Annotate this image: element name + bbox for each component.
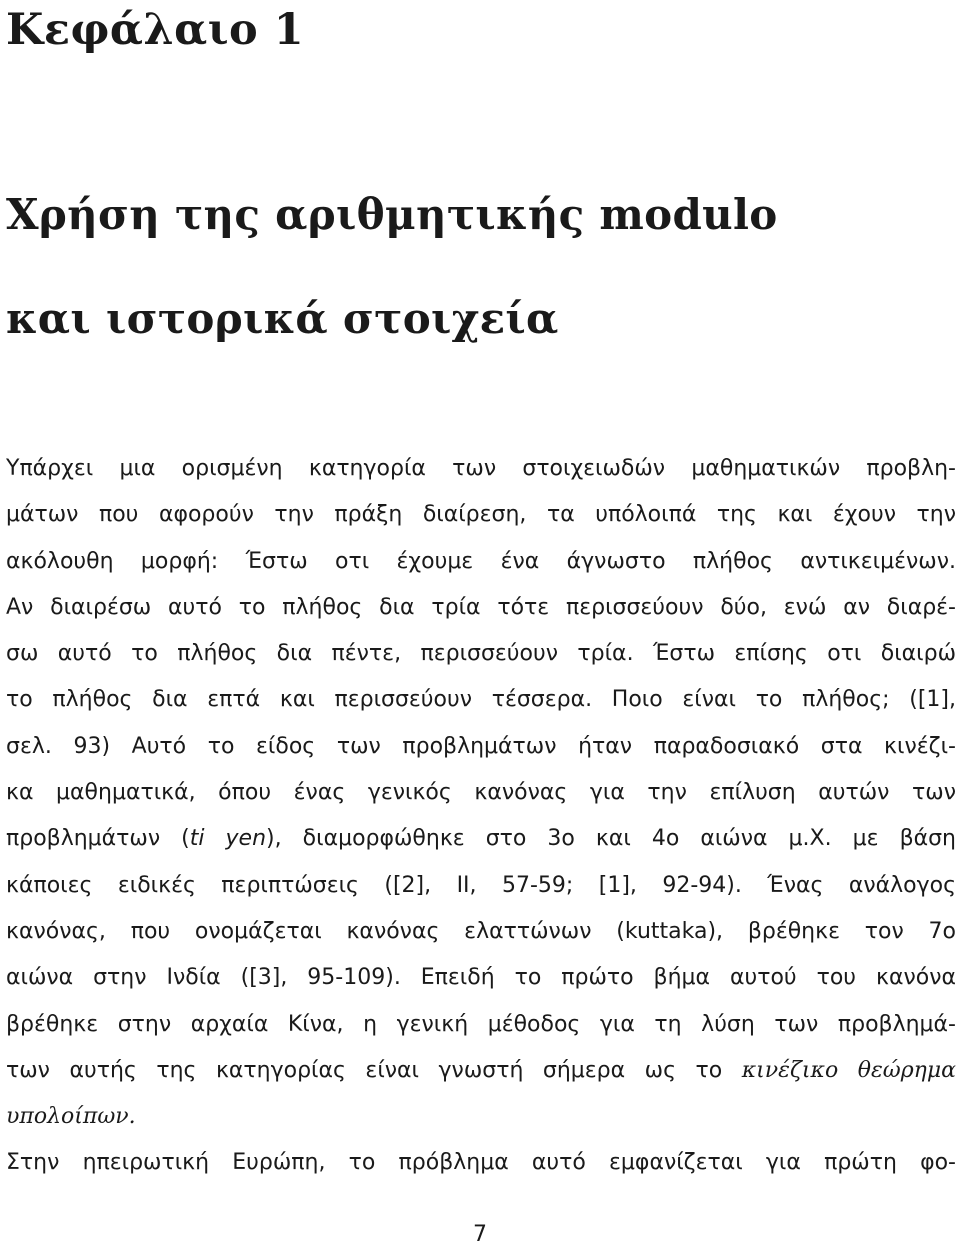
body-text — [6, 446, 956, 1187]
text-line: βρέθηκε στην αρχαία Κίνα, η γενική μέθοδος για τη λύση των προβλημά- — [6, 1011, 956, 1037]
text-line: κανόνας, που ονομάζεται κανόνας ελαττώνων (kuttaka), βρέθηκε τον 7ο — [6, 918, 956, 944]
text-line — [6, 1048, 956, 1094]
page-number: 7 — [473, 1222, 487, 1247]
text-line: Υπάρχει μια ορισμένη κατηγορία των στοιχειωδών μαθηματικών προβλη- — [6, 456, 956, 481]
term-chinese-remainder-theorem: κινέζικο θεώρημα — [741, 1057, 956, 1083]
text-line: αιώνα στην Ινδία ([3], 95-109). Επειδή το πρώτο βήμα αυτού του κανόνα — [6, 965, 956, 991]
text-line: σω αυτό το πλήθος δια πέντε, περισσεύουν τρία. Έστω επίσης οτι διαιρώ — [6, 641, 956, 667]
text-segment: προβλημάτων ( — [6, 826, 190, 852]
chapter-label: Κεφάλαιο 1 — [6, 5, 305, 55]
chapter-title-line: Χρήση της αριθμητικής modulo — [6, 190, 778, 239]
text-line — [6, 816, 956, 862]
text-line: το πλήθος δια επτά και περισσεύουν τέσσερα. Ποιο είναι το πλήθος; ([1], — [6, 687, 956, 713]
text-line: σελ. 93) Αυτό το είδος των προβλημάτων ήταν παραδοσιακό στα κινέζι- — [6, 733, 956, 759]
text-line: κάποιες ειδικές περιπτώσεις ([2], II, 57-59; [1], 92-94). Ένας ανάλογος — [6, 872, 956, 898]
text-line: ακόλουθη μορφή: Έστω οτι έχουμε ένα άγνωστο πλήθος αντικειμένων. — [6, 548, 956, 574]
text-line: μάτων που αφορούν την πράξη διαίρεση, τα υπόλοιπά της και έχουν την — [6, 502, 956, 528]
chapter-title — [6, 163, 778, 371]
term-chinese-remainder-theorem-end: υπολοίπων. — [6, 1104, 136, 1130]
text-line: Στην ηπειρωτική Ευρώπη, το πρόβλημα αυτό εμφανίζεται για πρώτη φο- — [6, 1150, 956, 1176]
text-line — [6, 1094, 956, 1140]
text-segment: ), διαμορφώθηκε στο 3ο και 4ο αιώνα μ.Χ. με βάση — [266, 826, 957, 852]
text-segment: των αυτής της κατηγορίας είναι γνωστή σήμερα ως το — [6, 1057, 742, 1083]
chapter-title-line: και ιστορικά στοιχεία — [6, 294, 559, 343]
text-line: Αν διαιρέσω αυτό το πλήθος δια τρία τότε περισσεύουν δύο, ενώ αν διαρέ- — [6, 594, 956, 620]
term-ti-yen: ti yen — [189, 826, 267, 852]
text-line: κα μαθηματικά, όπου ένας γενικός κανόνας για την επίλυση αυτών των — [6, 780, 956, 806]
